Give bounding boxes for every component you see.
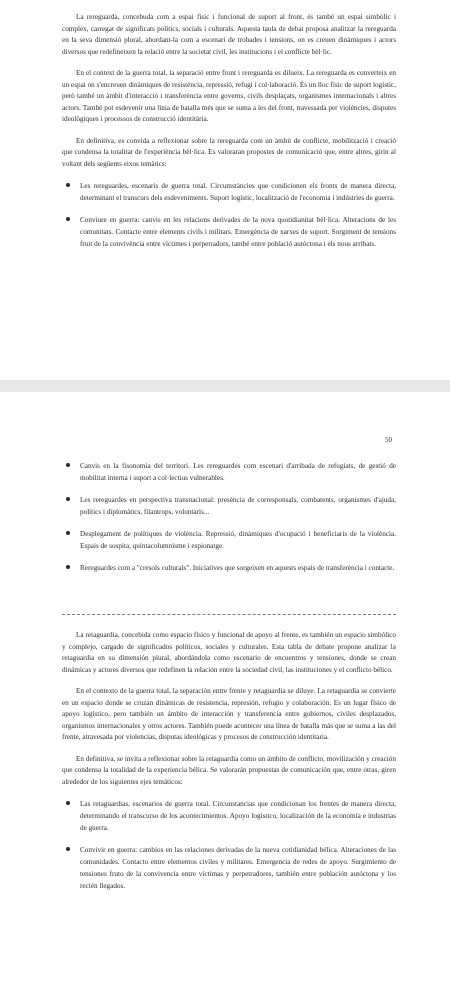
list-item [62, 798, 396, 834]
bullet-icon [66, 463, 70, 467]
document-page-1 [0, 0, 450, 380]
document-page-2 [0, 392, 450, 1000]
bullet-text: Rereguardes com a "cresols culturals". Iniciatives que sorgeixen en aquests espais de transferència i contacte. [80, 564, 395, 572]
paragraph-es-2: En el contexto de la guerra total, la separación entre frente y retaguardia se diluye. La retaguardia se convierte en un espacio donde se cruzan dinámicas de resistencia, represión, refugio y colaboración. Es un lugar físico de apoyo logístico, pero también un ámbito de interacción y transferencia entre gobiernos, civiles desplazados, organismos internacionales y otros actores. También puede acontecer una línea de batalla más que se suma a las del frente, atravesada por violencias, disputas ideológicas y procesos de construcción identitaria. [62, 687, 396, 741]
bullet-text: Les rereguardes, escenaris de guerra total. Circumstàncies que condicionen els fronts de manera directa, determinant el transcurs dels esdeveniments. Suport logístic, localització de l'economia i indústries de guerra. [80, 182, 396, 202]
bullet-icon [66, 847, 70, 851]
bullet-text: Desplegament de polítiques de violència. Repressió, dinàmiques d'ocupació i beneficiaris de la violència. Espais de sospita, quintacolumnisme i espionatge. [80, 530, 396, 550]
page-gap [0, 380, 450, 392]
bullet-icon [66, 217, 70, 221]
page-2-body-es [62, 630, 396, 892]
page-number: 50 [385, 436, 392, 444]
bullet-text: Canvis en la fisonomia del territori. Les rereguardes com escenari d'arribada de refugiats, de gestió de mobilitat interna i suport a col·lectius vulnerables. [80, 462, 396, 482]
bullet-list-ca-1 [62, 180, 396, 250]
paragraph-es-1: La retaguardia, concebida como espacio físico y funcional de apoyo al frente, es también un espacio simbólico y complejo, cargado de significados políticos, sociales y culturales. Esta tabla de debate propone analizar la retaguardia en su dimensión plural, abordándola como escenario de encuentros y tensiones, donde se crean dinámicas y actores diversos que redefinen la relación entre la sociedad civil, las instituciones y el conflicto bélico. [62, 631, 396, 674]
bullet-icon [66, 531, 70, 535]
bullet-text: Les rereguardes en perspectiva transnacional: presència de corresponsals, combatents, organismes d'ajuda, polítics i diplomàtics, filantrops, voluntaris... [80, 496, 396, 516]
paragraph-ca-3: En definitiva, es convida a reflexionar sobre la rereguarda com un àmbit de conflicte, mobilització i creació que condensa la totalitat de l'experiència bèl·lica. Es valoraran propostes de comunicació que, entre altres, girin al voltant dels següents eixos temàtics: [62, 136, 396, 168]
bullet-icon [66, 183, 70, 187]
page-2-bullets [62, 460, 396, 574]
list-item [62, 528, 396, 552]
bullet-icon [66, 801, 70, 805]
list-item [62, 494, 396, 518]
bullet-list-es [62, 798, 396, 892]
page-1-body [62, 12, 396, 250]
list-item [62, 180, 396, 204]
bullet-icon [66, 497, 70, 501]
bullet-icon [66, 565, 70, 569]
bullet-list-ca-2 [62, 460, 396, 574]
paragraph-ca-2: En el context de la guerra total, la separació entre front i rereguarda es dilueix. La rereguarda es converteix en un espai on s'encreuen dinàmiques de resistència, repressió, refugi i col·laboració. És un lloc físic de suport logístic, però també un àmbit d'interacció i transferència entre governs, civils desplaçats, organismes internacionals i altres actors. També pot esdevenir una línia de batalla més que se suma a les del front, travessada per violències, disputes ideològiques i processos de construcció identitària. [62, 69, 396, 123]
list-item [62, 562, 396, 574]
bullet-text: Las retaguardias, escenarios de guerra total. Circunstancias que condicionan los frentes de manera directa, determinando el transcurso de los acontecimientos. Apoyo logístico, localización de la economía e industrias de guerra. [80, 800, 396, 832]
list-item [62, 460, 396, 484]
section-divider [62, 614, 396, 615]
bullet-text: Convivir en guerra: cambios en las relaciones derivadas de la nueva cotidianidad bélica. Alteraciones de las comunidades. Contacto entre elementos civiles y militares. Emergencia de redes de apoyo. Surgimiento de tensiones fruto de la convivencia entre víctimas y perpetradores, también entre población autóctona y los recién llegados. [80, 846, 396, 890]
paragraph-es-3: En definitiva, se invita a reflexionar sobre la retaguardia como un ámbito de conflicto, movilización y creación que condensa la totalidad de la experiencia bélica. Se valorarán propuestas de comunicación que, entre otras, giren alrededor de los siguientes ejes temáticos: [62, 754, 396, 786]
paragraph-ca-1: La rereguarda, concebuda com a espai físic i funcional de suport al front, és també un espai simbòlic i complex, carregat de significats polítics, socials i culturals. Aquesta taula de debat proposa analitzar la rereguarda en la seva dimensió plural, abordant-la com a escenari de trobades i tensions, on es creuen dinàmiques i actors diversos que redefineixen la relació entre la societat civil, les institucions i el conflicte bèl·lic. [62, 13, 396, 56]
list-item [62, 214, 396, 250]
bullet-text: Conviure en guerra: canvis en les relacions derivades de la nova quotidianitat bèl·lica. Alteracions de les comunitats. Contacte entre elements civils i militars. Emergència de xarxes de suport. Sorgiment de tensions fruit de la convivència entre víctimes i perpetradors, també entre població autòctona i els nous arribats. [80, 216, 396, 248]
list-item [62, 844, 396, 892]
